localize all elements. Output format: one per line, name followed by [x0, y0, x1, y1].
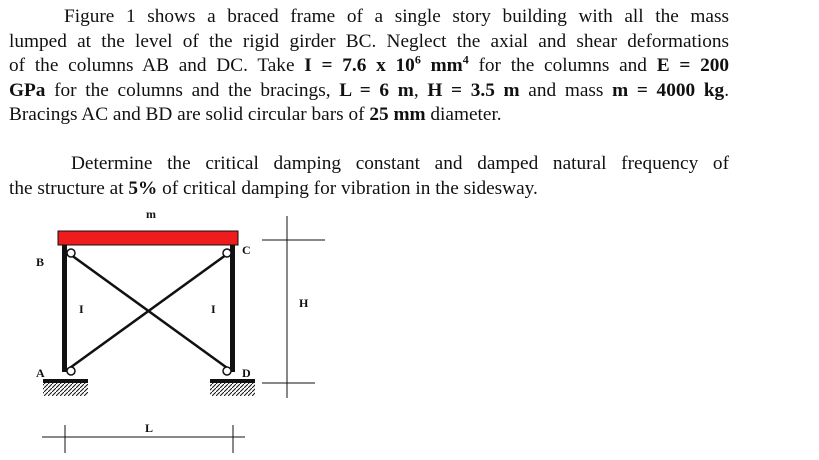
text: of critical damping for vibration in the sidesway. [157, 177, 538, 199]
column-DC [230, 245, 235, 372]
text: . [724, 79, 730, 101]
column-inertia-label-left: I [79, 302, 84, 316]
span-dimension-label: L [145, 421, 154, 435]
bracing-diameter-value: 25 mm [369, 104, 426, 125]
span-length-value: L = 6 m [339, 79, 414, 101]
text: , [413, 79, 428, 101]
hinge-A [67, 367, 75, 375]
column-inertia-label-right: I [211, 302, 216, 316]
height-dimension-label: H [299, 296, 309, 310]
text: for the columns and the bracings, [45, 79, 340, 101]
mass-value: m = 4000 kg [612, 79, 725, 101]
hinge-B [67, 249, 75, 257]
text: the structure at [9, 177, 129, 199]
column-AB [62, 245, 67, 372]
joint-label-D: D [242, 366, 251, 380]
paragraph-1-line-1: Figure 1 shows a braced frame of a single story building with all the mass [64, 6, 729, 27]
unit-exponent: 4 [462, 52, 469, 67]
elastic-modulus-value: E = 200 [656, 55, 729, 76]
support-hatch-D [210, 383, 255, 396]
joint-label-C: C [242, 243, 251, 257]
inertia-exponent: 6 [414, 52, 421, 67]
inertia-base: I = 7.6 x 10 [304, 55, 415, 76]
mass-label: m [146, 207, 156, 221]
text: and mass [519, 79, 613, 101]
support-hatch-A [43, 383, 88, 396]
hinge-D [223, 367, 231, 375]
height-value: H = 3.5 m [427, 79, 520, 101]
fixed-support-A [43, 379, 88, 383]
text: diameter. [425, 104, 502, 125]
paragraph-2-line-1: Determine the critical damping constant and damped natural frequency of [71, 153, 729, 174]
damping-ratio-value: 5% [128, 177, 158, 199]
rigid-girder [58, 231, 238, 245]
text: Bracings AC and BD are solid circular bars of [9, 104, 370, 125]
paragraph-1-line-2: lumped at the level of the rigid girder BC. Neglect the axial and shear deformations [9, 30, 729, 52]
text: for the columns and [468, 55, 657, 76]
inertia-unit: mm [420, 55, 463, 76]
hinge-C [223, 249, 231, 257]
joint-label-A: A [36, 366, 45, 380]
text: of the columns AB and DC. Take [9, 55, 305, 76]
elastic-modulus-unit: GPa [9, 79, 46, 101]
joint-label-B: B [36, 255, 45, 269]
